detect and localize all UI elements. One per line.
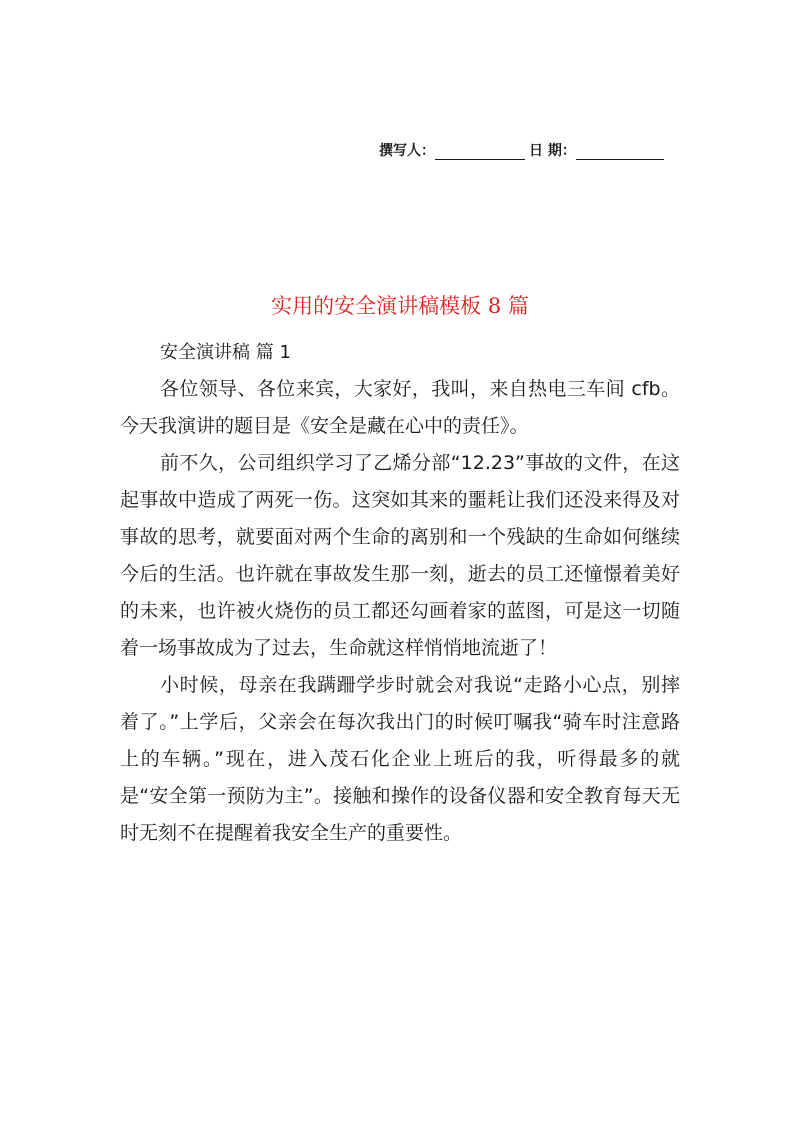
- paragraph: 前不久，公司组织学习了乙烯分部“12.23”事故的文件，在这起事故中造成了两死一伤。这突如其来的噩耗让我们还没来得及对事故的思考，就要面对两个生命的离别和一个残缺的生命如何继续今后的生活。也许就在事故发生那一刻，逝去的员工还憧憬着美好的未来，也许被火烧伤的员工都还勾画着家的蓝图，可是这一切随着一场事故成为了过去，生命就这样悄悄地流逝了！: [120, 452, 680, 659]
- document-body: [120, 334, 680, 852]
- document-title: 实用的安全演讲稿模板 8 篇: [271, 294, 529, 318]
- author-label: 撰写人：: [379, 143, 435, 159]
- paragraph: 各位领导、各位来宾，大家好，我叫，来自热电三车间 cfb。今天我演讲的题目是《安全是藏在心中的责任》。: [120, 378, 680, 437]
- date-label: 日 期：: [529, 143, 576, 159]
- section-heading: 安全演讲稿 篇 1: [160, 342, 291, 363]
- date-blank-line: [576, 143, 664, 160]
- author-blank-line: [435, 143, 525, 160]
- paragraph: 小时候，母亲在我蹒跚学步时就会对我说“走路小心点，别摔着了。”上学后，父亲会在每次我出门的时候叮嘱我“骑车时注意路上的车辆。”现在，进入茂石化企业上班后的我，听得最多的就是“安全第一预防为主”。接触和操作的设备仪器和安全教育每天无时无刻不在提醒着我安全生产的重要性。: [120, 674, 680, 844]
- author-date-line: [379, 139, 689, 163]
